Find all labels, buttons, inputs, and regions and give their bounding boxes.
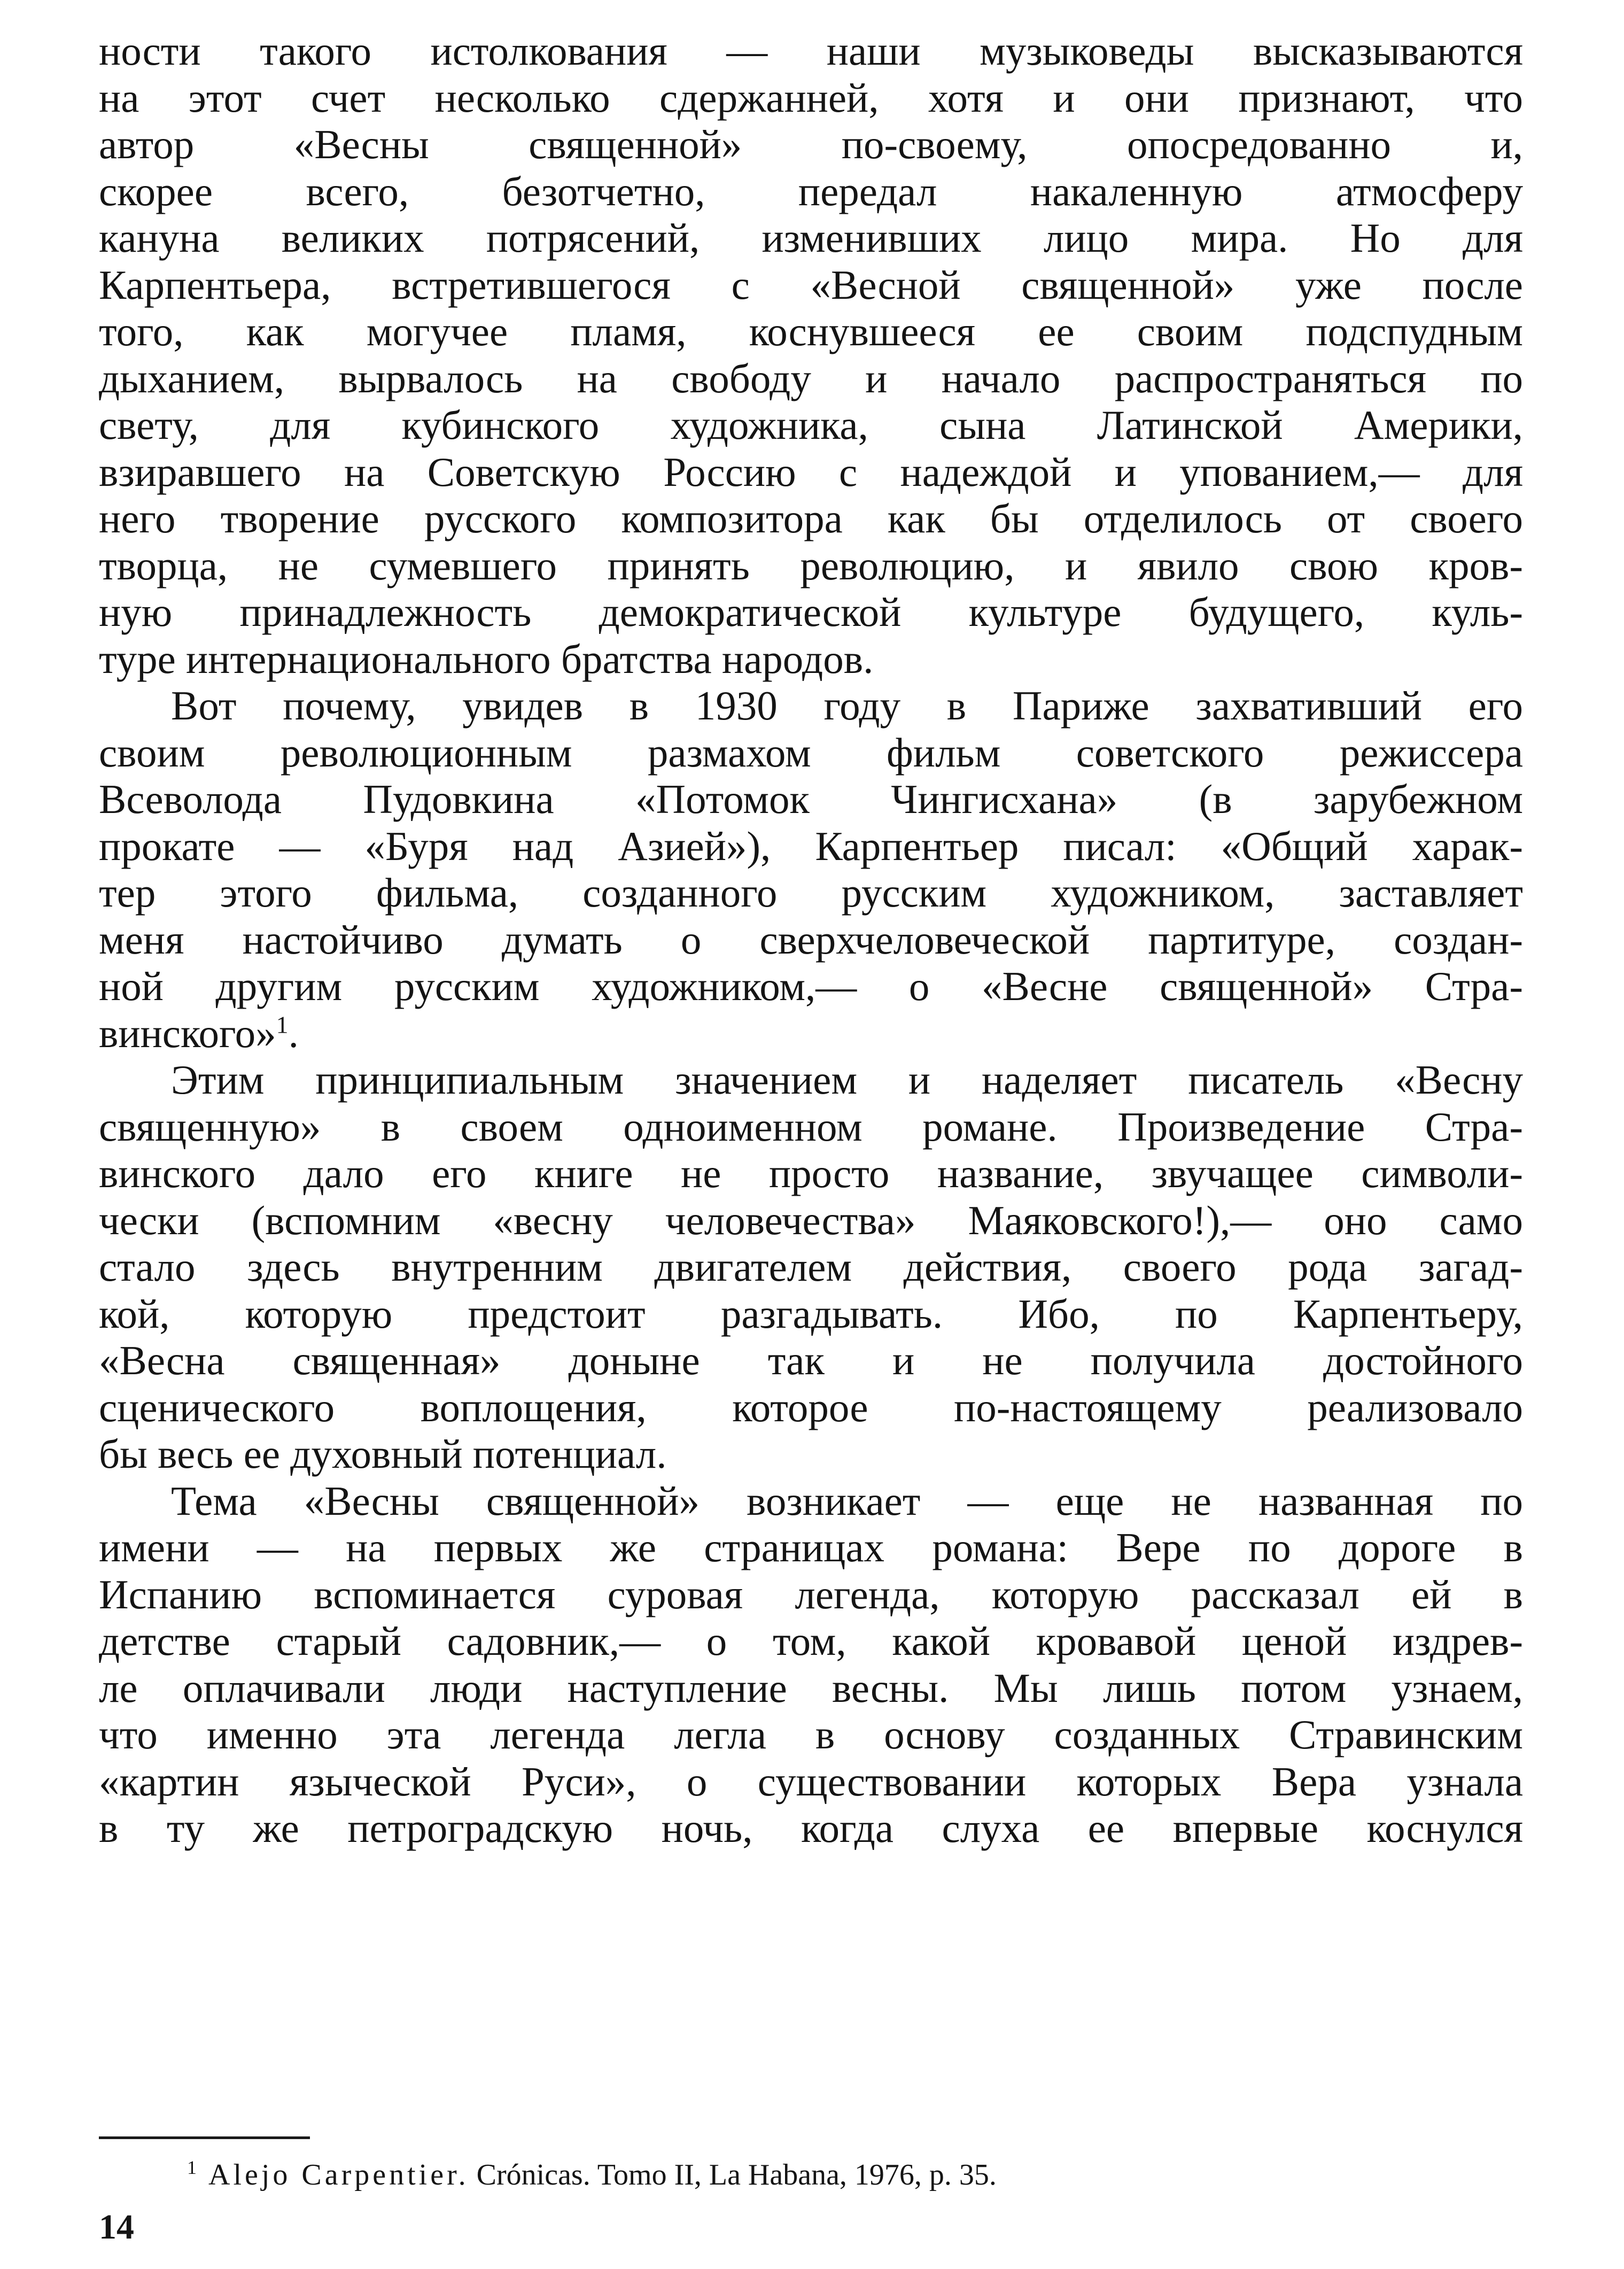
text-line: ной другим русским художником,— о «Весне священной» Стра- (99, 963, 1523, 1009)
text-line: «Весна священная» доныне так и не получила достойного (99, 1337, 1523, 1383)
footnote-author: Alejo Carpentier. (208, 2158, 469, 2191)
text-line: дыханием, вырвалось на свободу и начало распространяться по (99, 355, 1523, 401)
text-line: «картин языческой Руси», о существовании которых Вера узнала (99, 1758, 1523, 1805)
text-line: на этот счет несколько сдержанней, хотя и они признают, что (99, 74, 1523, 121)
text-line: Этим принципиальным значением и наделяет писатель «Весну (171, 1057, 1523, 1103)
footnote-reference: 1 (276, 1010, 289, 1038)
paragraph-2 (99, 683, 1523, 1057)
text-line: Вот почему, увидев в 1930 году в Париже захвативший его (171, 683, 1523, 729)
text-line: того, как могучее пламя, коснувшееся ее своим подспудным (99, 308, 1523, 354)
text-line: своим революционным размахом фильм советского режиссера (99, 729, 1523, 776)
document-page (99, 28, 1523, 2246)
text-line: в ту же петроградскую ночь, когда слуха ее впервые коснулся (99, 1805, 1523, 1851)
text-line: тер этого фильма, созданного русским художником, заставляет (99, 870, 1523, 916)
footnote-separator (99, 2136, 310, 2139)
page-number: 14 (99, 2208, 134, 2247)
text-line: меня настойчиво думать о сверхчеловеческой партитуре, создан- (99, 916, 1523, 963)
text-line: стало здесь внутренним двигателем действия, своего рода загад- (99, 1244, 1523, 1290)
footnote-number: 1 (187, 2157, 197, 2179)
text-line: ности такого истолкования — наши музыковеды высказываются (99, 28, 1523, 74)
text-line: чески (вспомним «весну человечества» Маяковского!),— оно само (99, 1197, 1523, 1243)
text-line: священную» в своем одноименном романе. Произведение Стра- (99, 1103, 1523, 1150)
text-line: свету, для кубинского художника, сына Латинской Америки, (99, 402, 1523, 448)
text-line: кануна великих потрясений, изменивших лицо мира. Но для (99, 215, 1523, 261)
text-line: скорее всего, безотчетно, передал накаленную атмосферу (99, 168, 1523, 214)
text-line: взиравшего на Советскую Россию с надеждой и упованием,— для (99, 448, 1523, 495)
text-line-fragment: винского» (99, 1010, 276, 1056)
text-line: Всеволода Пудовкина «Потомок Чингисхана» (в зарубежном (99, 776, 1523, 822)
text-line: винского дало его книге не просто название, звучащее символи- (99, 1150, 1523, 1196)
paragraph-1 (99, 28, 1523, 683)
text-line: него творение русского композитора как бы отделилось от своего (99, 495, 1523, 541)
text-line: Тема «Весны священной» возникает — еще не названная по (171, 1477, 1523, 1524)
footnote-text: Crónicas. Tomo II, La Habana, 1976, p. 35. (469, 2158, 997, 2191)
paragraph-4 (99, 1478, 1523, 1852)
text-line: туре интернационального братства народов. (99, 636, 874, 682)
text-line: ную принадлежность демократической культуре будущего, куль- (99, 589, 1523, 635)
text-line: автор «Весны священной» по-своему, опосредованно и, (99, 121, 1523, 167)
text-line: Испанию вспоминается суровая легенда, которую рассказал ей в (99, 1571, 1523, 1617)
footnote (187, 2158, 997, 2192)
text-line: сценического воплощения, которое по-настоящему реализовало (99, 1384, 1523, 1430)
text-line (99, 1010, 1523, 1057)
paragraph-3 (99, 1057, 1523, 1478)
text-line: кой, которую предстоит разгадывать. Ибо, по Карпентьеру, (99, 1290, 1523, 1337)
text-line: бы весь ее духовный потенциал. (99, 1431, 667, 1477)
text-line: прокате — «Буря над Азией»), Карпентьер писал: «Общий харак- (99, 823, 1523, 869)
text-line: Карпентьера, встретившегося с «Весной священной» уже после (99, 261, 1523, 308)
text-line: ле оплачивали люди наступление весны. Мы лишь потом узнаем, (99, 1664, 1523, 1711)
text-line: творца, не сумевшего принять революцию, и явило свою кров- (99, 542, 1523, 588)
text-line: детстве старый садовник,— о том, какой кровавой ценой издрев- (99, 1618, 1523, 1664)
sentence-end: . (288, 1010, 299, 1056)
text-line: имени — на первых же страницах романа: Вере по дороге в (99, 1524, 1523, 1570)
text-line: что именно эта легенда легла в основу созданных Стравинским (99, 1712, 1523, 1757)
